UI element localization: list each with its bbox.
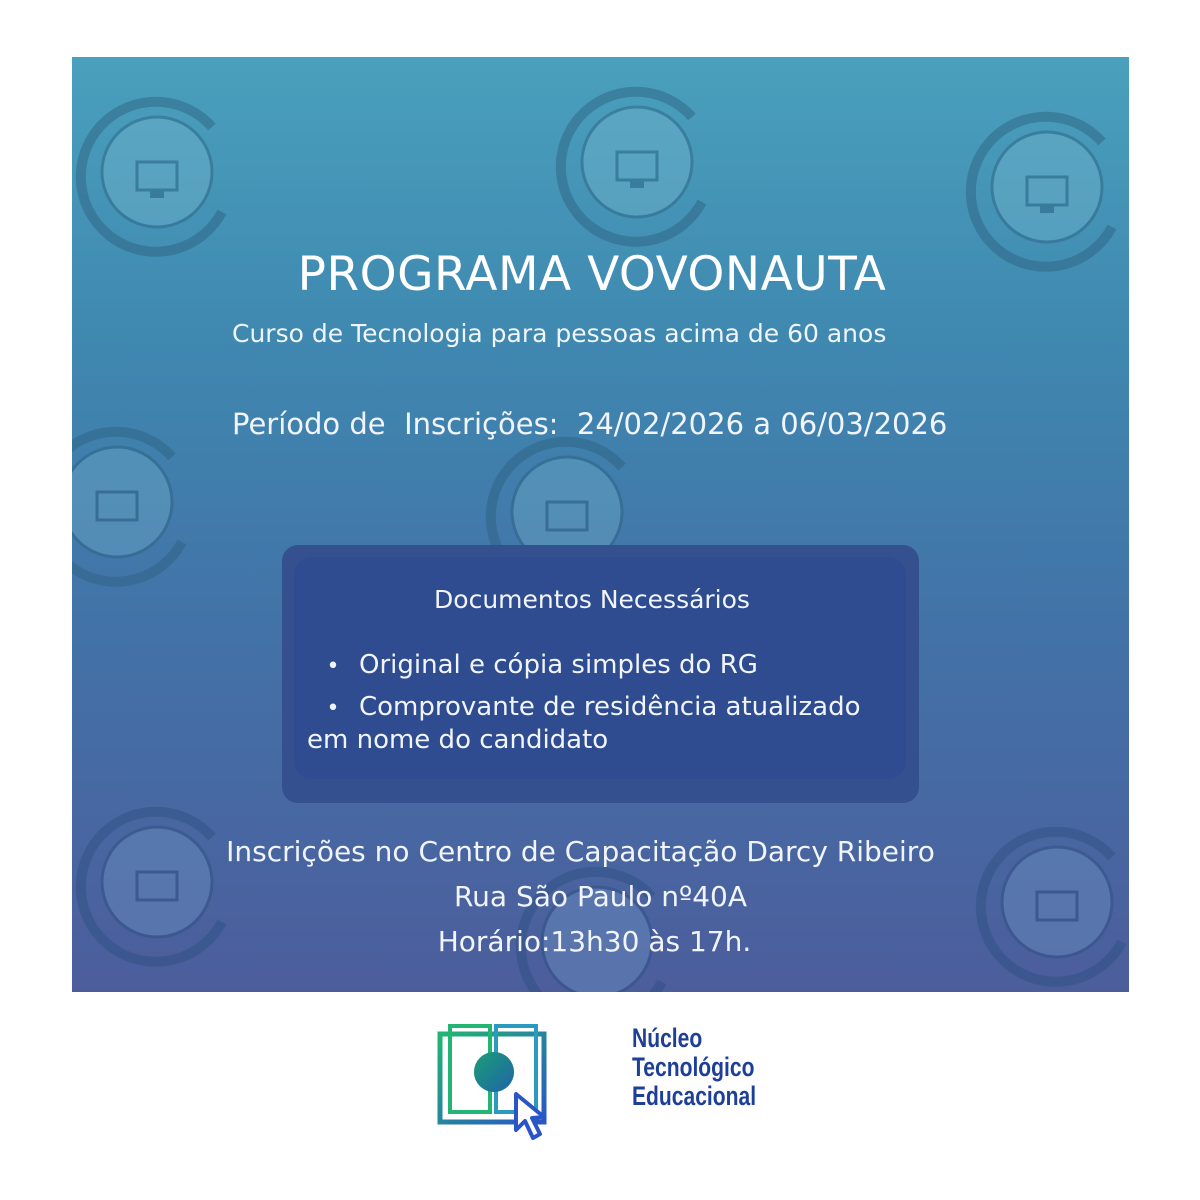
watermark-seal-icon <box>552 77 722 247</box>
documents-title: Documentos Necessários <box>434 585 750 614</box>
bullet-icon: • <box>326 696 340 721</box>
list-item <box>307 687 861 729</box>
banner <box>72 57 1129 992</box>
document-item-residence: Comprovante de residência atualizado <box>359 692 861 722</box>
document-item-rg: Original e cópia simples do RG <box>359 650 758 680</box>
document-item-continuation: em nome do candidato <box>307 725 609 755</box>
registration-location: Inscrições no Centro de Capacitação Darcy Ribeiro <box>226 835 935 868</box>
book-cursor-icon <box>436 1022 566 1142</box>
list-item <box>307 645 861 687</box>
logo-text-line: Tecnológico <box>632 1052 755 1082</box>
registration-address: Rua São Paulo nº40A <box>453 880 748 913</box>
watermark-seal-icon <box>72 417 202 587</box>
documents-list <box>307 645 861 729</box>
documents-box <box>282 545 919 803</box>
logo-text-line: Educacional <box>632 1081 757 1111</box>
bullet-icon: • <box>326 654 340 679</box>
program-title: PROGRAMA VOVONAUTA <box>297 247 887 302</box>
program-subtitle: Curso de Tecnologia para pessoas acima de 60 anos <box>232 319 887 348</box>
registration-period: Período de Inscrições: 24/02/2026 a 06/03/2026 <box>232 407 948 441</box>
registration-hours: Horário:13h30 às 17h. <box>437 925 752 958</box>
watermark-seal-icon <box>72 87 242 257</box>
logo-text <box>632 1024 756 1111</box>
logo-text-line: Núcleo <box>632 1023 703 1053</box>
